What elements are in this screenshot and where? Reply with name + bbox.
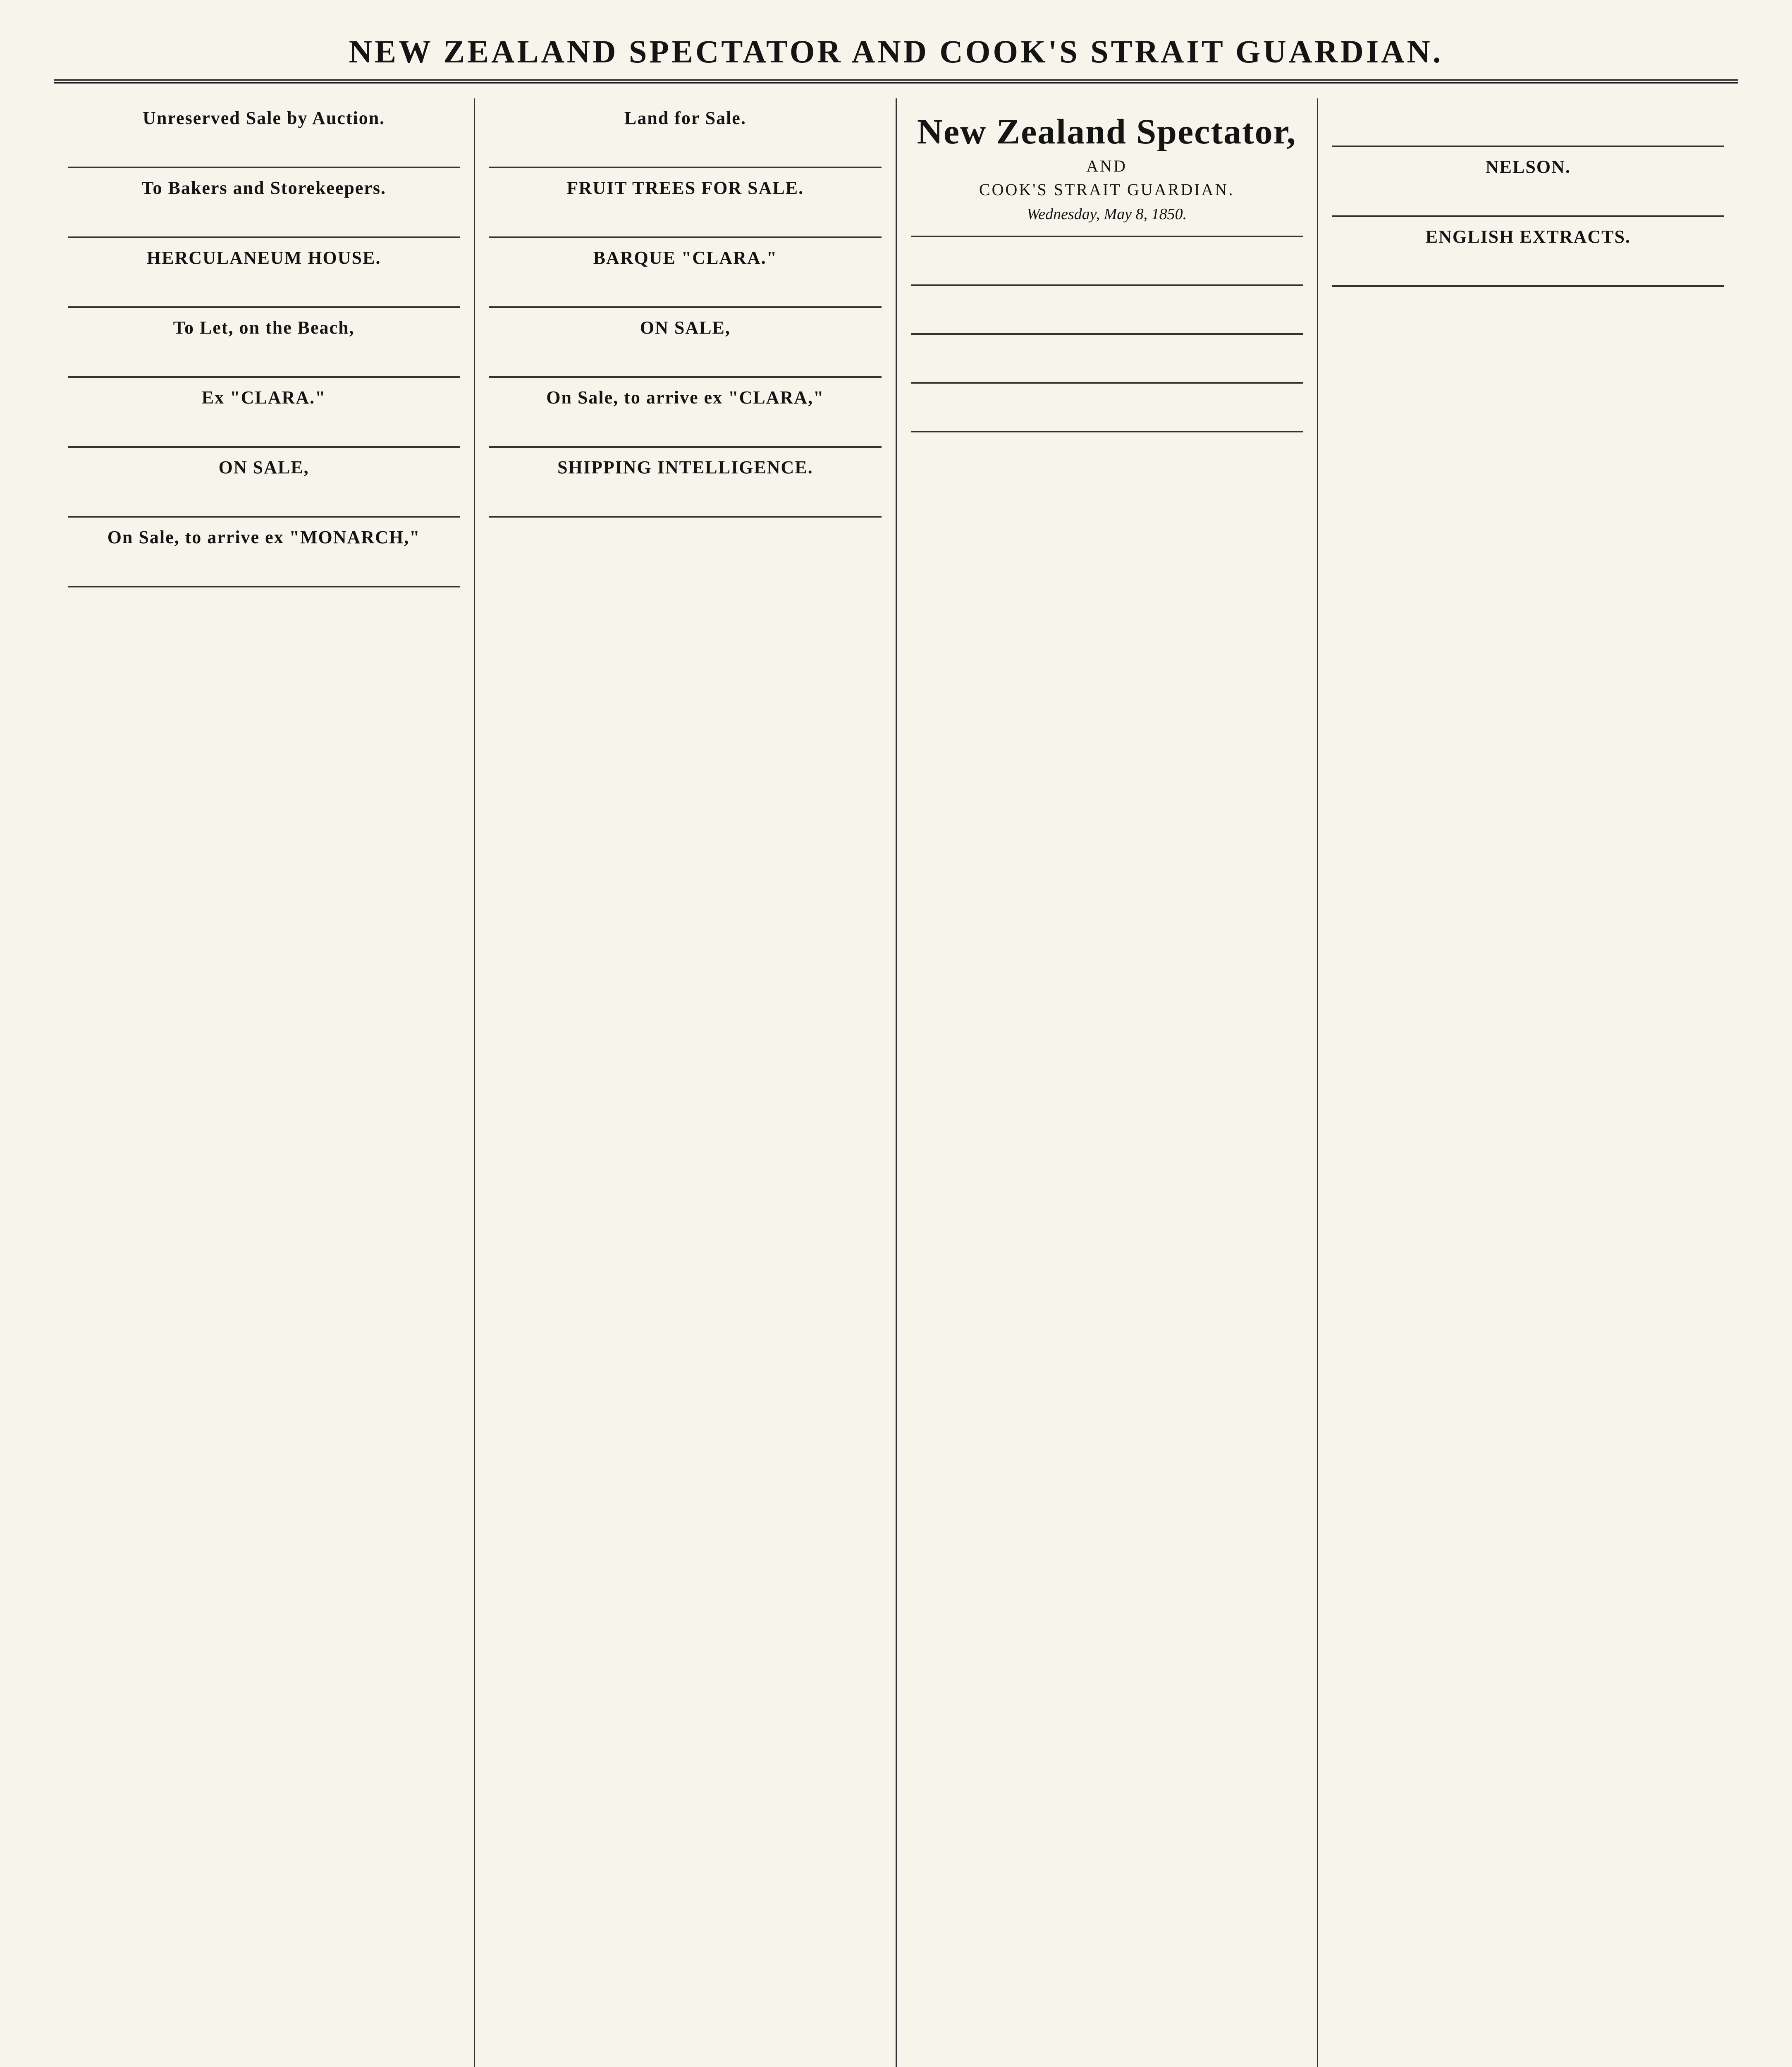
notice-heading: ON SALE, <box>218 457 309 477</box>
nameplate-date: Wednesday, May 8, 1850. <box>1027 205 1187 223</box>
notice-block <box>68 308 460 378</box>
notice-body <box>489 344 881 360</box>
notice-body <box>68 484 460 500</box>
notice-block <box>68 378 460 448</box>
notice-body <box>1332 183 1724 200</box>
notice-block <box>911 384 1303 432</box>
notice-heading: On Sale, to arrive ex "MONARCH," <box>107 527 421 547</box>
notice-block <box>68 238 460 308</box>
notice-body <box>489 274 881 291</box>
notice-block <box>489 378 881 448</box>
notice-body <box>911 252 1303 269</box>
notice-block <box>489 168 881 238</box>
notice-heading: ON SALE, <box>640 317 731 338</box>
nameplate-subtitle: COOK'S STRAIT GUARDIAN. <box>979 180 1235 199</box>
notice-heading: To Let, on the Beach, <box>173 317 355 338</box>
notice-block <box>68 448 460 518</box>
notice-block <box>489 308 881 378</box>
notice-body <box>1332 253 1724 270</box>
notice-body <box>68 554 460 570</box>
notice-heading: FRUIT TREES FOR SALE. <box>566 178 804 198</box>
notice-heading: HERCULANEUM HOUSE. <box>146 248 381 268</box>
notice-block <box>489 448 881 518</box>
notice-block <box>68 518 460 587</box>
notice-body <box>68 274 460 291</box>
notice-heading: On Sale, to arrive ex "CLARA," <box>546 387 824 408</box>
notice-block <box>1332 217 1724 287</box>
notice-body <box>68 204 460 221</box>
notice-body <box>68 344 460 360</box>
notice-block <box>1332 98 1724 147</box>
nameplate-and: AND <box>1086 157 1127 175</box>
notice-block <box>68 168 460 238</box>
columns <box>54 98 1738 2067</box>
nameplate-title: New Zealand Spectator, <box>917 112 1297 151</box>
column-1 <box>54 98 475 2067</box>
notice-block <box>911 237 1303 286</box>
notice-body <box>489 134 881 151</box>
notice-block <box>911 286 1303 335</box>
notice-body <box>68 414 460 430</box>
notice-body <box>1332 113 1724 130</box>
notice-heading: Ex "CLARA." <box>201 387 326 408</box>
notice-heading: Land for Sale. <box>624 108 746 128</box>
masthead: NEW ZEALAND SPECTATOR AND COOK'S STRAIT GUARDIAN. <box>54 25 1738 84</box>
notice-heading: SHIPPING INTELLIGENCE. <box>557 457 813 477</box>
column-3 <box>897 98 1318 2067</box>
notice-body <box>911 399 1303 415</box>
notice-body <box>911 301 1303 317</box>
column-2 <box>475 98 896 2067</box>
notice-body <box>911 350 1303 366</box>
notice-block <box>489 238 881 308</box>
notice-heading: BARQUE "CLARA." <box>593 248 778 268</box>
notice-body <box>489 204 881 221</box>
column-4 <box>1318 98 1738 2067</box>
notice-body <box>489 484 881 500</box>
notice-block <box>68 98 460 168</box>
notice-block <box>489 98 881 168</box>
notice-heading: NELSON. <box>1485 157 1571 177</box>
nameplate <box>911 98 1303 237</box>
notice-heading: To Bakers and Storekeepers. <box>141 178 387 198</box>
notice-heading: ENGLISH EXTRACTS. <box>1425 227 1631 247</box>
notice-block <box>1332 147 1724 217</box>
notice-heading: Unreserved Sale by Auction. <box>143 108 385 128</box>
notice-body <box>68 134 460 151</box>
notice-body <box>489 414 881 430</box>
notice-block <box>911 335 1303 384</box>
